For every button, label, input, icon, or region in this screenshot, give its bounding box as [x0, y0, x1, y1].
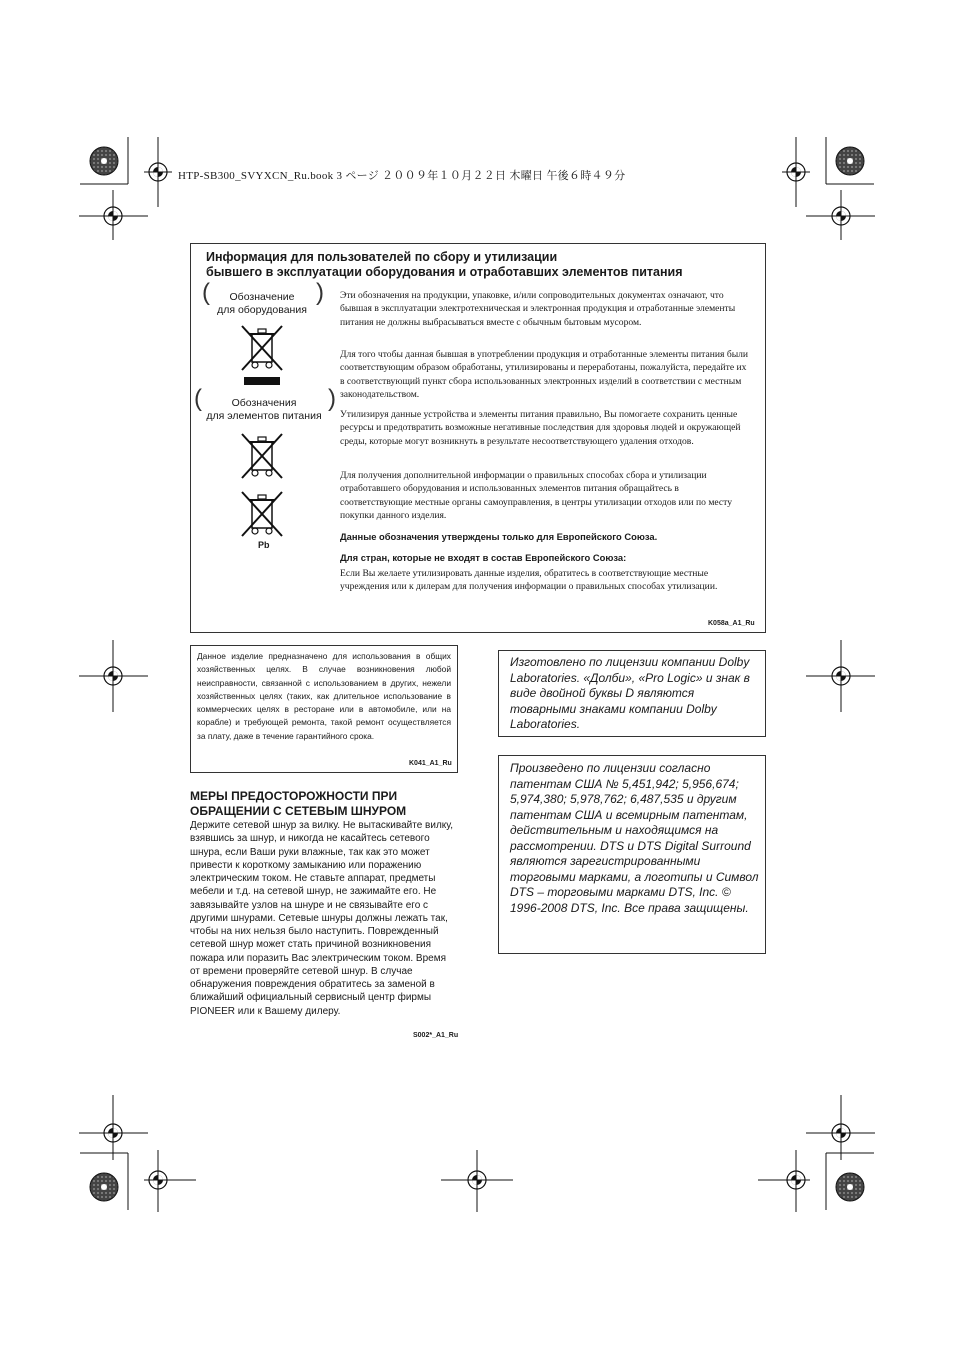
crossed-battery-bin-icon [236, 430, 288, 482]
recycling-title-line1: Информация для пользователей по сбору и утилизации [206, 250, 558, 264]
recycling-paragraph-2: Для того чтобы данная бывшая в употреблении продукция и отработанные элементы питания были соответствующим образом обработаны, утилизированы и переработаны, пожалуйста, передайте их в соответствующий пункт сбора использованных электронных изделий в соответствии с местным законодательством. [340, 349, 749, 401]
recycling-title-line2: бывшего в эксплуатации оборудования и отработавших элементов питания [206, 265, 683, 279]
dolby-text: Изготовлено по лицензии компании Dolby Laboratories. «Долби», «Pro Logic» и знак в виде двойной буквы D являются товарными знаками компании Dolby Laboratories. [510, 655, 750, 731]
bracket-right-icon: ) [328, 385, 336, 412]
equipment-label-line1: Обозначение [229, 291, 295, 303]
crossed-bin-icon [236, 322, 288, 374]
recycling-paragraph-4: Для получения дополнительной информации о правильных способах сбора и утилизации отработавшего оборудования и использованных элементов питания обращайтесь в соответствующие местные органы самоуправления, в центры утилизации отходов или по месту покупки данного изделия. [340, 470, 733, 522]
battery-label-line2: для элементов питания [206, 410, 322, 422]
starburst-mark-icon [90, 1173, 118, 1201]
power-cord-code: S002*_A1_Ru [413, 1032, 459, 1039]
recycling-code: K058a_A1_Ru [708, 620, 755, 627]
equipment-label-line2: для оборудования [217, 304, 307, 316]
power-cord-title [190, 789, 470, 819]
battery-label-line1: Обозначения [231, 397, 297, 409]
non-eu-heading: Для стран, которые не входят в состав Европейского Союза: [340, 552, 627, 563]
household-note-code: K041_A1_Ru [409, 760, 452, 767]
recycling-paragraph-1: Эти обозначения на продукции, упаковке, и/или сопроводительных документах означают, что бывшая в эксплуатации электротехническая и электронная продукция и отработанные элементы питания не должны выбрасываться вместе с обычным бытовым мусором. [340, 290, 736, 328]
equipment-label [202, 279, 324, 317]
pb-label: Pb [258, 540, 270, 550]
crossed-pb-bin-icon [236, 488, 288, 540]
recycling-title [206, 250, 746, 280]
power-cord-title-line1: МЕРЫ ПРЕДОСТОРОЖНОСТИ ПРИ [190, 789, 398, 803]
file-header-line: HTP-SB300_SVYXCN_Ru.book 3 ページ ２００９年１０月２２日 木曜日 午後６時４９分 [178, 170, 626, 182]
eu-only-note: Данные обозначения утверждены только для Европейского Союза. [340, 531, 658, 542]
non-eu-text: Если Вы желаете утилизировать данные изделия, обратитесь в соответствующие местные учреждения или к дилерам для получения информации о правильных способах утилизации. [340, 568, 718, 593]
starburst-mark-icon [836, 1173, 864, 1201]
household-note-text: Данное изделие предназначено для использования в общих хозяйственных целях. В случае возникновения любой неисправности, связанной с использованием в других, нежели хозяйственных целях (таких, как длительное использование в коммерческих целях в ресторане или в автомобиле, или на корабле) и требующей ремонта, такой ремонт осуществляется за плату, даже в течение гарантийного срока. [197, 651, 451, 741]
power-cord-title-line2: ОБРАЩЕНИИ С СЕТЕВЫМ ШНУРОМ [190, 804, 407, 818]
bracket-left-icon: ( [194, 385, 202, 412]
bracket-left-icon: ( [202, 279, 210, 306]
starburst-mark-icon [90, 147, 118, 175]
dts-text: Произведено по лицензии согласно патентам США № 5,451,942; 5,956,674; 5,974,380; 5,978,762; 6,487,535 и другим патентам США и всемирным патентам, действительным и находящимся на рассмотрении. DTS и DTS Digital Surround являются зарегистрированными торговыми марками, а логотипы и Символ DTS – торговыми марками DTS, Inc. © 1996-2008 DTS, Inc. Все права защищены. [510, 761, 759, 915]
bracket-right-icon: ) [316, 279, 324, 306]
power-cord-text: Держите сетевой шнур за вилку. Не вытаскивайте вилку, взявшись за шнур, и никогда не касайтесь сетевого шнура, если Ваши руки влажные, так как это может привести к короткому замыканию или поражению электрическим током. Не ставьте аппарат, предметы мебели и т.д. на сетевой шнур, не зажимайте его. Не завязывайте узлов на шнуре и не связывайте его с другими шнурами. Сетевые шнуры должны лежать так, чтобы на них нельзя было наступить. Поврежденный сетевой шнур может стать причиной возникновения пожара или поразить Вас электрическим током. Время от времени проверяйте сетевой шнур. В случае обнаружения повреждения обратитесь за заменой в ближайший официальный сервисный центр фирмы PIONEER или к Вашему дилеру. [190, 820, 454, 1017]
starburst-mark-icon [836, 147, 864, 175]
battery-label [194, 385, 336, 423]
recycling-paragraph-3: Утилизируя данные устройства и элементы питания правильно, Вы помогаете сохранить ценные ресурсы и предотвратить возможные негативные последствия для здоровья людей и окружающей среды, которые могут возникнуть в результате несоответствующего удаления отходов. [340, 409, 741, 447]
date-marking-bar [244, 377, 280, 385]
